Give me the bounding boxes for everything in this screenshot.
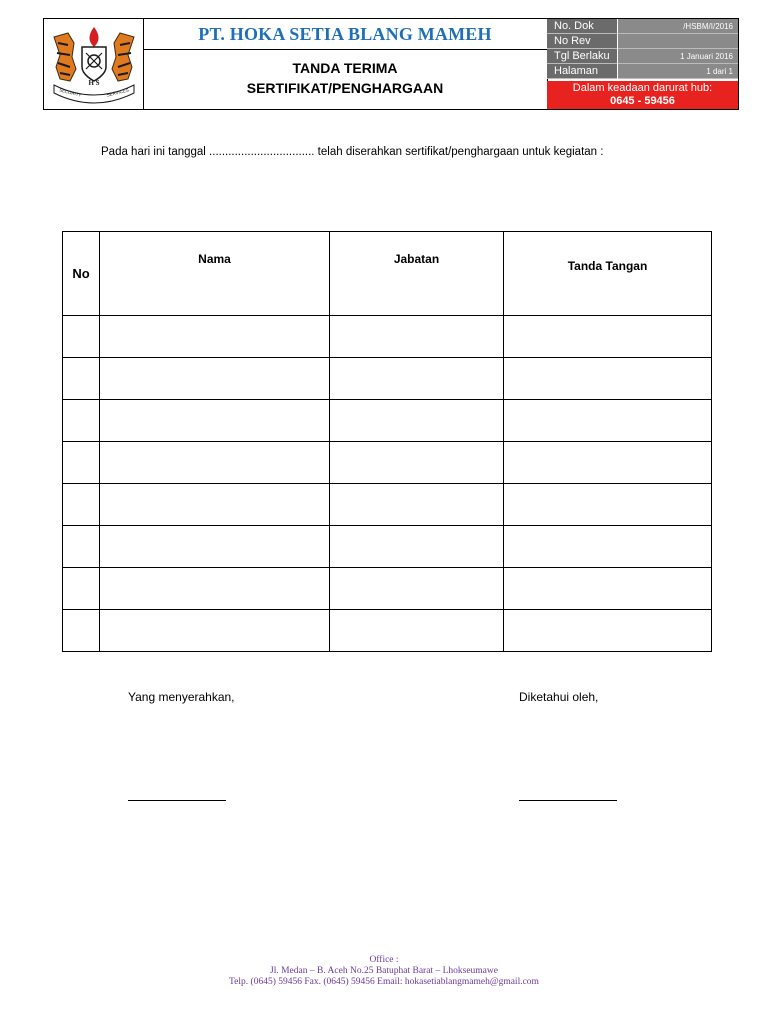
- cell-nama[interactable]: [100, 358, 330, 400]
- svg-text:SERVICES: SERVICES: [106, 87, 130, 98]
- cell-tanda-tangan[interactable]: [504, 610, 712, 652]
- cell-jabatan[interactable]: [330, 316, 504, 358]
- cell-nama[interactable]: [100, 568, 330, 610]
- footer-contact: Telp. (0645) 59456 Fax. (0645) 59456 Email: hokasetiablangmameh@gmail.com: [229, 977, 539, 987]
- signature-line-left[interactable]: [128, 800, 226, 801]
- meta-value: 1 dari 1: [618, 64, 738, 79]
- table-row: [63, 358, 712, 400]
- meta-row-tgl-berlaku: [547, 49, 738, 64]
- emergency-label: Dalam keadaan darurat hub:: [572, 82, 713, 94]
- cell-tanda-tangan[interactable]: [504, 568, 712, 610]
- cell-nama[interactable]: [100, 442, 330, 484]
- cell-tanda-tangan[interactable]: [504, 526, 712, 568]
- cell-jabatan[interactable]: [330, 442, 504, 484]
- meta-label: No. Dok: [547, 19, 617, 34]
- receipt-table: [62, 231, 712, 652]
- logo-cell: [44, 19, 144, 109]
- table-row: [63, 316, 712, 358]
- table-row: [63, 610, 712, 652]
- meta-value: 1 Januari 2016: [618, 49, 738, 64]
- company-logo-icon: [48, 23, 140, 105]
- cell-jabatan[interactable]: [330, 358, 504, 400]
- cell-tanda-tangan[interactable]: [504, 442, 712, 484]
- title-cell: [143, 19, 548, 109]
- cell-no[interactable]: [63, 400, 100, 442]
- cell-no[interactable]: [63, 568, 100, 610]
- cell-tanda-tangan[interactable]: [504, 358, 712, 400]
- table-header-row: [63, 232, 712, 316]
- signature-label-right: Diketahui oleh,: [519, 690, 599, 704]
- meta-row-no-rev: [547, 34, 738, 49]
- cell-no[interactable]: [63, 358, 100, 400]
- cell-tanda-tangan[interactable]: [504, 400, 712, 442]
- company-name: PT. HOKA SETIA BLANG MAMEH: [143, 19, 547, 50]
- column-header-nama: Nama: [100, 232, 330, 316]
- signature-line-right[interactable]: [519, 800, 617, 801]
- column-header-no: No: [63, 232, 100, 316]
- document-title: [143, 58, 547, 98]
- table-row: [63, 526, 712, 568]
- table-row: [63, 400, 712, 442]
- cell-jabatan[interactable]: [330, 400, 504, 442]
- cell-jabatan[interactable]: [330, 526, 504, 568]
- footer-address: Jl. Medan – B. Aceh No.25 Batuphat Barat – Lhokseumawe: [270, 966, 498, 976]
- document-title-line2: SERTIFIKAT/PENGHARGAAN: [246, 80, 444, 96]
- cell-no[interactable]: [63, 442, 100, 484]
- footer: [0, 955, 768, 988]
- signature-label-left: Yang menyerahkan,: [128, 690, 235, 704]
- column-header-jabatan: Jabatan: [330, 232, 504, 316]
- svg-text:H S: H S: [88, 79, 100, 87]
- meta-row-no-dok: [547, 19, 738, 34]
- cell-jabatan[interactable]: [330, 568, 504, 610]
- svg-text:SECURITY: SECURITY: [58, 87, 83, 98]
- meta-label: No Rev: [547, 34, 617, 49]
- column-header-tanda-tangan: Tanda Tangan: [504, 232, 712, 316]
- footer-office-label: Office :: [369, 955, 399, 965]
- cell-nama[interactable]: [100, 316, 330, 358]
- table-row: [63, 568, 712, 610]
- document-header: [43, 18, 739, 110]
- cell-nama[interactable]: [100, 484, 330, 526]
- cell-nama[interactable]: [100, 610, 330, 652]
- intro-text: Pada hari ini tanggal ................................. telah diserahkan sertifikat/penghargaan untuk kegiatan :: [101, 146, 604, 158]
- document-meta: [547, 19, 738, 81]
- emergency-contact: [547, 81, 738, 109]
- meta-label: Halaman: [547, 64, 617, 79]
- cell-no[interactable]: [63, 610, 100, 652]
- cell-nama[interactable]: [100, 526, 330, 568]
- cell-no[interactable]: [63, 526, 100, 568]
- emergency-number: 0645 - 59456: [610, 95, 675, 107]
- table-row: [63, 442, 712, 484]
- document-title-line1: TANDA TERIMA: [292, 60, 398, 76]
- cell-jabatan[interactable]: [330, 484, 504, 526]
- cell-tanda-tangan[interactable]: [504, 484, 712, 526]
- cell-jabatan[interactable]: [330, 610, 504, 652]
- table-row: [63, 484, 712, 526]
- meta-value: /HSBM/I/2016: [618, 19, 738, 34]
- meta-row-halaman: [547, 64, 738, 79]
- meta-value: [618, 34, 738, 49]
- meta-label: Tgl Berlaku: [547, 49, 617, 64]
- cell-tanda-tangan[interactable]: [504, 316, 712, 358]
- cell-no[interactable]: [63, 484, 100, 526]
- cell-no[interactable]: [63, 316, 100, 358]
- cell-nama[interactable]: [100, 400, 330, 442]
